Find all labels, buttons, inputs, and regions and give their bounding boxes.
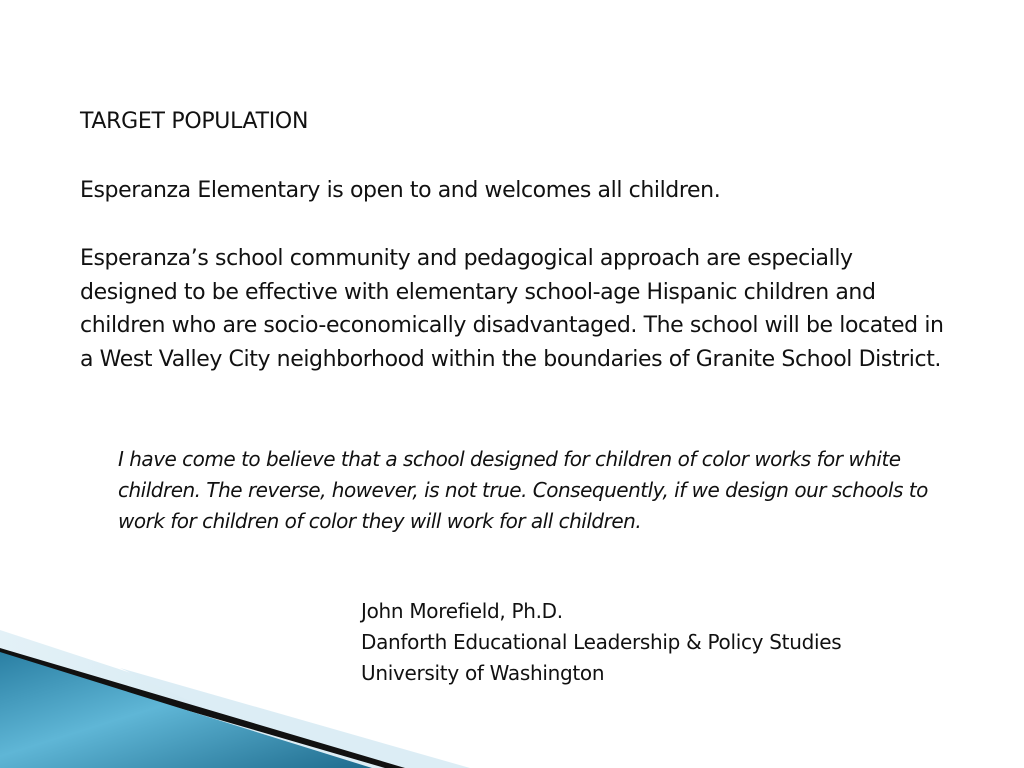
quote-attribution (361, 596, 841, 689)
slide-heading: TARGET POPULATION (80, 109, 309, 134)
intro-paragraph: Esperanza Elementary is open to and welcomes all children. (80, 178, 721, 203)
attribution-department: Danforth Educational Leadership & Policy Studies (361, 630, 842, 654)
attribution-name: John Morefield, Ph.D. (361, 599, 563, 623)
attribution-institution: University of Washington (361, 661, 605, 685)
block-quote: I have come to believe that a school designed for children of color works for white children. The reverse, however, is not true. Consequently, if we design our schools to work for children of color they will work for all children. (118, 447, 928, 533)
description-paragraph: Esperanza’s school community and pedagogical approach are especially designed to be effective with elementary school-age Hispanic children and children who are socio-economically disadvantaged. The school will be located in a West Valley City neighborhood within the boundaries of Granite School District. (80, 246, 944, 372)
